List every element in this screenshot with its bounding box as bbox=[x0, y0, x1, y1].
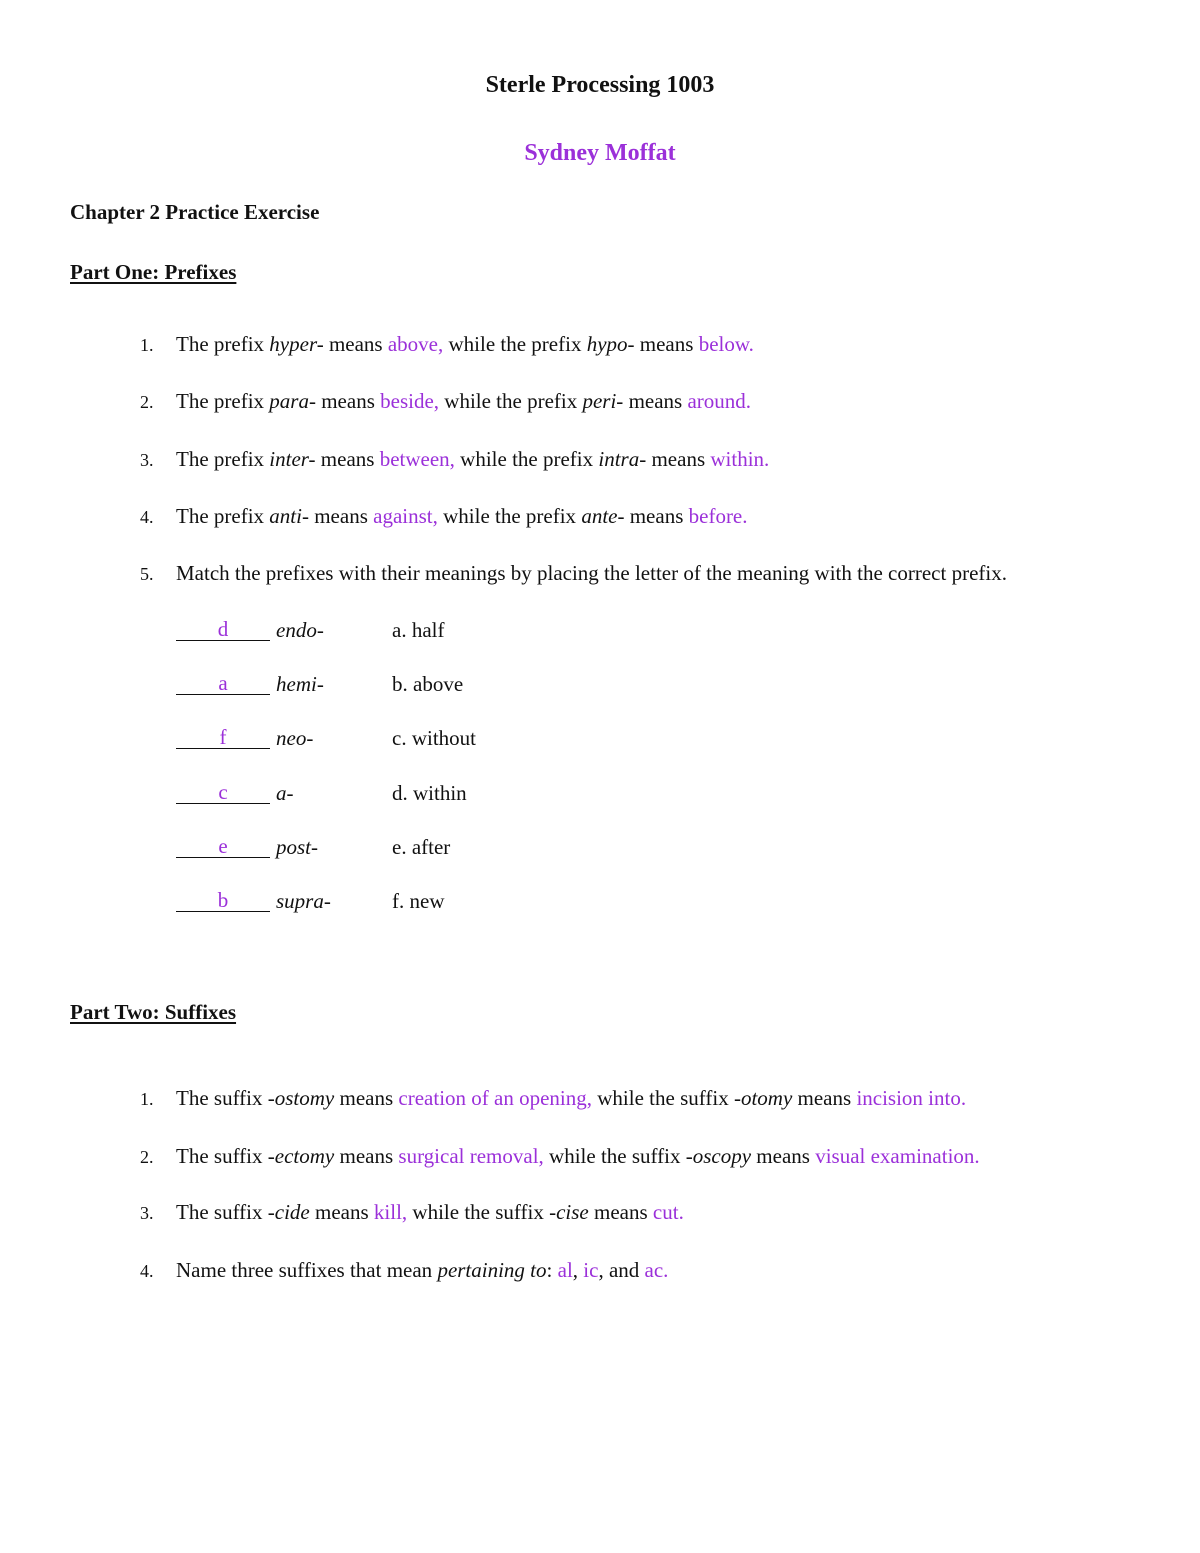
answer-text: between, bbox=[379, 447, 455, 471]
question-number: 4. bbox=[140, 507, 154, 527]
answer-blank bbox=[176, 618, 270, 643]
question-number: 2. bbox=[140, 392, 154, 412]
matching-row bbox=[176, 889, 444, 914]
suffix-question-4 bbox=[140, 1258, 668, 1283]
question-text: means bbox=[315, 389, 381, 413]
question-text: while the prefix bbox=[437, 504, 582, 528]
prefix-question-1 bbox=[140, 332, 754, 357]
question-text: Name three suffixes that mean bbox=[176, 1258, 438, 1282]
question-text: while the suffix bbox=[407, 1200, 550, 1224]
question-text: The prefix bbox=[176, 332, 270, 356]
term: -ectomy bbox=[267, 1144, 335, 1168]
question-text: while the suffix bbox=[543, 1144, 686, 1168]
question-number: 5. bbox=[140, 564, 154, 584]
prefix-term: neo- bbox=[276, 726, 314, 750]
question-text: while the prefix bbox=[439, 389, 583, 413]
answer-text: visual examination. bbox=[815, 1144, 980, 1168]
question-number: 1. bbox=[140, 1089, 154, 1109]
suffix-question-3 bbox=[140, 1200, 684, 1225]
answer-text: before. bbox=[688, 504, 748, 528]
term: -cise bbox=[549, 1200, 589, 1224]
meaning-option: b. above bbox=[392, 672, 464, 696]
term: -ostomy bbox=[267, 1086, 335, 1110]
part-one-heading: Part One: Prefixes bbox=[70, 260, 237, 284]
question-text: Match the prefixes with their meanings by placing the letter of the meaning with the correct prefix. bbox=[176, 561, 1007, 585]
document-title: Sterle Processing 1003 bbox=[485, 72, 715, 98]
answer-text: surgical removal, bbox=[398, 1144, 544, 1168]
prefix-term: hemi- bbox=[276, 672, 324, 696]
answer-text: kill, bbox=[373, 1200, 408, 1224]
prefix-term: endo- bbox=[276, 618, 324, 642]
term: -otomy bbox=[733, 1086, 793, 1110]
term: -oscopy bbox=[685, 1144, 752, 1168]
prefix-term: a- bbox=[276, 781, 294, 805]
question-text: while the prefix bbox=[454, 447, 599, 471]
question-text: means bbox=[751, 1144, 816, 1168]
term: pertaining to bbox=[437, 1258, 547, 1282]
question-text: The suffix bbox=[176, 1086, 268, 1110]
question-text: The suffix bbox=[176, 1200, 268, 1224]
answer-text: al bbox=[557, 1258, 573, 1282]
question-text: means bbox=[334, 1144, 399, 1168]
question-text: means bbox=[646, 447, 711, 471]
question-text: The prefix bbox=[176, 504, 270, 528]
answer-text: ac. bbox=[644, 1258, 669, 1282]
answer-blank bbox=[176, 835, 270, 860]
answer-text: within. bbox=[710, 447, 770, 471]
answer-text: creation of an opening, bbox=[398, 1086, 593, 1110]
answer-blank bbox=[176, 781, 270, 806]
prefix-term: supra- bbox=[276, 889, 331, 913]
answer-letter: c bbox=[218, 780, 228, 804]
term: ante- bbox=[581, 504, 625, 528]
part-two-heading: Part Two: Suffixes bbox=[70, 1000, 237, 1024]
prefix-question-5 bbox=[140, 561, 1007, 586]
question-number: 3. bbox=[140, 1203, 154, 1223]
answer-letter: f bbox=[219, 725, 227, 749]
question-text: , and bbox=[598, 1258, 645, 1282]
answer-text: above, bbox=[387, 332, 444, 356]
question-number: 1. bbox=[140, 335, 154, 355]
prefix-term: post- bbox=[276, 835, 318, 859]
prefix-question-3 bbox=[140, 447, 769, 472]
question-text: means bbox=[323, 332, 388, 356]
question-text: means bbox=[334, 1086, 399, 1110]
answer-letter: a bbox=[218, 671, 228, 695]
matching-row bbox=[176, 726, 476, 751]
answer-letter: e bbox=[218, 834, 228, 858]
term: hyper- bbox=[269, 332, 324, 356]
question-text: means bbox=[624, 504, 689, 528]
question-number: 4. bbox=[140, 1261, 154, 1281]
answer-text: incision into. bbox=[856, 1086, 967, 1110]
meaning-option: a. half bbox=[392, 618, 445, 642]
term: -cide bbox=[267, 1200, 310, 1224]
matching-row bbox=[176, 781, 467, 806]
question-text: : bbox=[546, 1258, 558, 1282]
prefix-question-4 bbox=[140, 504, 748, 529]
term: hypo- bbox=[586, 332, 635, 356]
question-text: means bbox=[792, 1086, 857, 1110]
question-number: 2. bbox=[140, 1147, 154, 1167]
answer-text: against, bbox=[373, 504, 438, 528]
answer-blank bbox=[176, 889, 270, 914]
question-text: means bbox=[588, 1200, 653, 1224]
matching-row bbox=[176, 835, 450, 860]
question-text: The prefix bbox=[176, 447, 270, 471]
question-text: while the suffix bbox=[592, 1086, 734, 1110]
question-text: The suffix bbox=[176, 1144, 268, 1168]
term: intra- bbox=[598, 447, 647, 471]
term: para- bbox=[269, 389, 316, 413]
question-text: means bbox=[309, 1200, 374, 1224]
term: peri- bbox=[582, 389, 624, 413]
meaning-option: e. after bbox=[392, 835, 451, 859]
term: anti- bbox=[269, 504, 309, 528]
question-text: means bbox=[315, 447, 380, 471]
meaning-option: f. new bbox=[392, 889, 445, 913]
question-number: 3. bbox=[140, 450, 154, 470]
suffix-question-1 bbox=[140, 1086, 966, 1111]
matching-row bbox=[176, 618, 444, 643]
meaning-option: c. without bbox=[392, 726, 476, 750]
answer-text: below. bbox=[698, 332, 754, 356]
author-name: Sydney Moffat bbox=[524, 140, 676, 166]
answer-letter: b bbox=[217, 888, 229, 912]
chapter-heading: Chapter 2 Practice Exercise bbox=[70, 200, 320, 224]
question-text: , bbox=[572, 1258, 584, 1282]
meaning-option: d. within bbox=[392, 781, 467, 805]
question-text: means bbox=[634, 332, 699, 356]
prefix-question-2 bbox=[140, 389, 751, 414]
answer-text: around. bbox=[687, 389, 752, 413]
answer-letter: d bbox=[217, 617, 229, 641]
suffix-question-2 bbox=[140, 1144, 980, 1169]
answer-text: ic bbox=[583, 1258, 599, 1282]
matching-row bbox=[176, 672, 463, 697]
answer-blank bbox=[176, 672, 270, 697]
answer-text: beside, bbox=[380, 389, 440, 413]
question-text: means bbox=[623, 389, 688, 413]
answer-text: cut. bbox=[652, 1200, 684, 1224]
question-text: The prefix bbox=[176, 389, 270, 413]
term: inter- bbox=[269, 447, 316, 471]
question-text: while the prefix bbox=[443, 332, 587, 356]
question-text: means bbox=[308, 504, 374, 528]
answer-blank bbox=[176, 726, 270, 751]
